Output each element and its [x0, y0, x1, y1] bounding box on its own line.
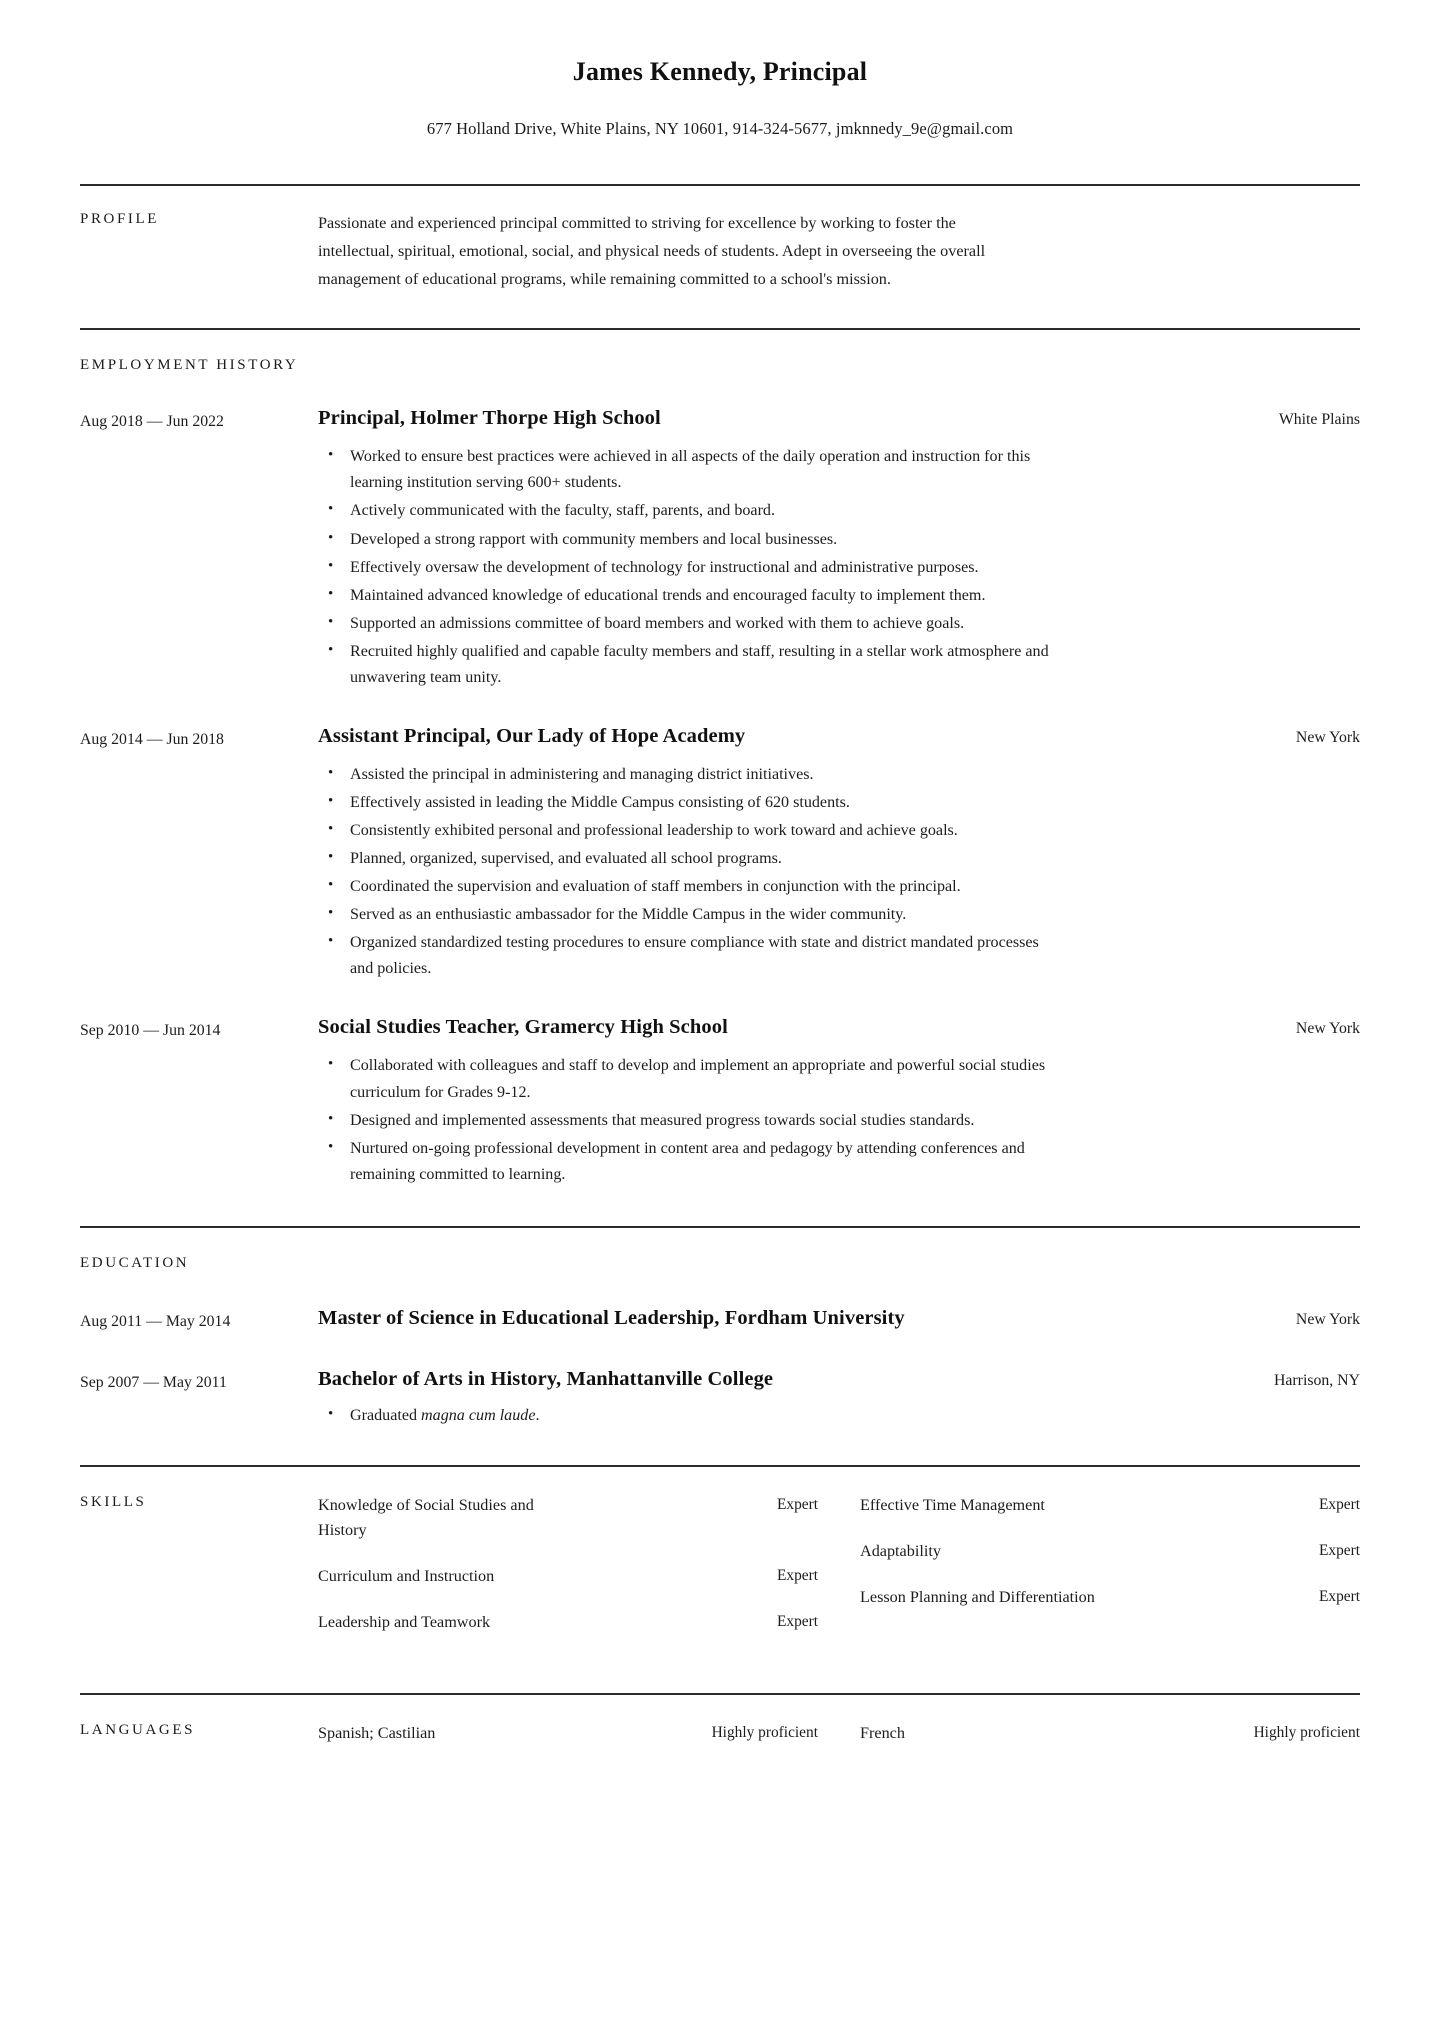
entry-location: New York [1295, 728, 1360, 746]
entry-bullet: • Actively communicated with the faculty, staff, parents, and board. [318, 498, 1060, 524]
rating-item-level: Highly proficient [711, 1723, 818, 1741]
skills-body [318, 1493, 1360, 1656]
rating-row [318, 1564, 818, 1589]
languages-grid [318, 1721, 1360, 1762]
entry-row [80, 405, 1360, 693]
entry-title: Principal, Holmer Thorpe High School [318, 407, 661, 430]
section-employment-heading [80, 356, 1360, 376]
entry-bullet: • Coordinated the supervision and evaluation of staff members in conjunction with the principal. [318, 874, 1060, 900]
entry-bullet: • Worked to ensure best practices were achieved in all aspects of the daily operation and instruction for this learning institution serving 600+ students. [318, 444, 1060, 496]
section-label-profile: PROFILE [80, 211, 160, 228]
entry-row [80, 723, 1360, 985]
section-divider-employment [80, 328, 1360, 330]
entry-location: Harrison, NY [1274, 1371, 1360, 1389]
profile-summary-text: Passionate and experienced principal committed to striving for excellence by working to foster the intellectual, spiritual, emotional, social, and physical needs of students. Adept in overseeing the overall management of educational programs, while remaining committed to a school's mission. [318, 214, 986, 288]
section-divider-skills [80, 1465, 1360, 1467]
entry-bullet-list [318, 1403, 1360, 1429]
entry-date: Sep 2007 — May 2011 [80, 1373, 227, 1391]
entry-bullet: • Recruited highly qualified and capable faculty members and staff, resulting in a stellar work atmosphere and unwavering team unity. [318, 639, 1060, 691]
languages-column-right [860, 1721, 1360, 1762]
skills-label-column [80, 1493, 318, 1513]
section-divider-languages [80, 1693, 1360, 1695]
section-label-employment-history: EMPLOYMENT HISTORY [80, 356, 299, 373]
rating-item-name: Knowledge of Social Studies and History [318, 1496, 534, 1540]
rating-item-name: Effective Time Management [860, 1496, 1045, 1515]
entry-title-row [318, 1014, 1360, 1041]
entry-bullet: • Graduated magna cum laude. [318, 1403, 1060, 1429]
document-header [80, 44, 1360, 139]
entry-date: Aug 2018 — Jun 2022 [80, 413, 224, 431]
entry-location: White Plains [1278, 411, 1360, 429]
rating-item-name: Curriculum and Instruction [318, 1567, 495, 1586]
entry-bullet-list [318, 444, 1360, 691]
latin-honors-emphasis: magna cum laude [421, 1407, 536, 1425]
rating-item-name: Adaptability [860, 1542, 941, 1561]
entry-bullet: • Designed and implemented assessments that measured progress towards social studies standards. [318, 1108, 1060, 1134]
section-divider-profile [80, 184, 1360, 186]
skills-grid [318, 1493, 1360, 1656]
entry-title-row [318, 1305, 1360, 1332]
rating-item-name: Leadership and Teamwork [318, 1613, 491, 1632]
entry-main [318, 1366, 1360, 1431]
entry-date: Sep 2010 — Jun 2014 [80, 1022, 221, 1040]
entry-bullet: • Supported an admissions committee of board members and worked with them to achieve goals. [318, 611, 1060, 637]
entry-bullet: • Assisted the principal in administering and managing district initiatives. [318, 762, 1060, 788]
entry-bullet: • Organized standardized testing procedures to ensure compliance with state and district mandated processes and policies. [318, 930, 1060, 982]
entry-bullet: • Served as an enthusiastic ambassador for the Middle Campus in the wider community. [318, 902, 1060, 928]
rating-row [318, 1493, 818, 1543]
rating-row [860, 1539, 1360, 1564]
skills-column-right [860, 1493, 1360, 1656]
languages-column-left [318, 1721, 818, 1762]
education-entry-list [80, 1305, 1360, 1431]
candidate-name: James Kennedy, Principal [572, 57, 868, 86]
employment-label-column [80, 356, 318, 376]
entry-bullet: • Nurtured on-going professional development in content area and pedagogy by attending conferences and remaining committed to learning. [318, 1136, 1060, 1188]
entry-title: Assistant Principal, Our Lady of Hope Academy [318, 724, 746, 747]
entry-bullet: • Developed a strong rapport with community members and local businesses. [318, 527, 1060, 553]
entry-title-row [318, 1366, 1360, 1393]
section-divider-education [80, 1226, 1360, 1228]
employment-entry-list [80, 405, 1360, 1190]
rating-item-name: Spanish; Castilian [318, 1723, 436, 1742]
entry-bullet-list [318, 1053, 1360, 1187]
entry-title-row [318, 723, 1360, 750]
entry-row [80, 1366, 1360, 1431]
contact-line: 677 Holland Drive, White Plains, NY 10601, 914-324-5677, jmknnedy_9e@gmail.com [426, 119, 1014, 139]
education-label-column [80, 1254, 318, 1274]
entry-title: Social Studies Teacher, Gramercy High School [318, 1016, 728, 1039]
languages-label-column [80, 1721, 318, 1741]
rating-row [318, 1610, 818, 1635]
entry-title: Bachelor of Arts in History, Manhattanville College [318, 1367, 774, 1390]
entry-bullet: • Consistently exhibited personal and professional leadership to work toward and achieve goals. [318, 818, 1060, 844]
rating-item-level: Expert [1318, 1496, 1360, 1514]
section-label-skills: SKILLS [80, 1494, 147, 1511]
rating-item-level: Expert [776, 1496, 818, 1514]
entry-date: Aug 2014 — Jun 2018 [80, 730, 224, 748]
skills-column-left [318, 1493, 818, 1656]
section-profile [80, 210, 1360, 294]
rating-row [318, 1721, 818, 1746]
entry-row [80, 1014, 1360, 1189]
rating-row [860, 1493, 1360, 1518]
entry-main [318, 405, 1360, 693]
rating-item-level: Expert [1318, 1542, 1360, 1560]
rating-row [860, 1721, 1360, 1746]
profile-label-column [80, 210, 318, 230]
rating-item-level: Expert [776, 1567, 818, 1585]
entry-main [318, 1014, 1360, 1189]
rating-row [860, 1585, 1360, 1610]
entry-main [318, 1305, 1360, 1332]
section-label-education: EDUCATION [80, 1254, 190, 1271]
entry-bullet: • Collaborated with colleagues and staff to develop and implement an appropriate and powerful social studies curriculum for Grades 9-12. [318, 1053, 1060, 1105]
entry-title-row [318, 405, 1360, 432]
entry-bullet: • Effectively assisted in leading the Middle Campus consisting of 620 students. [318, 790, 1060, 816]
entry-bullet-list [318, 762, 1360, 983]
entry-location: New York [1295, 1311, 1360, 1329]
section-languages [80, 1721, 1360, 1762]
entry-row [80, 1305, 1360, 1334]
entry-bullet: • Maintained advanced knowledge of educational trends and encouraged faculty to implement them. [318, 583, 1060, 609]
rating-item-level: Highly proficient [1253, 1723, 1360, 1741]
section-label-languages: LANGUAGES [80, 1721, 196, 1738]
rating-item-name: Lesson Planning and Differentiation [860, 1588, 1095, 1607]
entry-title: Master of Science in Educational Leadership, Fordham University [318, 1307, 905, 1330]
rating-item-level: Expert [776, 1613, 818, 1631]
entry-bullet: • Planned, organized, supervised, and evaluated all school programs. [318, 846, 1060, 872]
entry-date: Aug 2011 — May 2014 [80, 1313, 231, 1331]
section-education-heading [80, 1254, 1360, 1274]
languages-body [318, 1721, 1360, 1762]
entry-location: New York [1295, 1020, 1360, 1038]
profile-body [318, 210, 1360, 294]
rating-item-level: Expert [1318, 1588, 1360, 1606]
entry-bullet: • Effectively oversaw the development of technology for instructional and administrative purposes. [318, 555, 1060, 581]
entry-main [318, 723, 1360, 985]
section-skills [80, 1493, 1360, 1656]
rating-item-name: French [860, 1723, 905, 1742]
